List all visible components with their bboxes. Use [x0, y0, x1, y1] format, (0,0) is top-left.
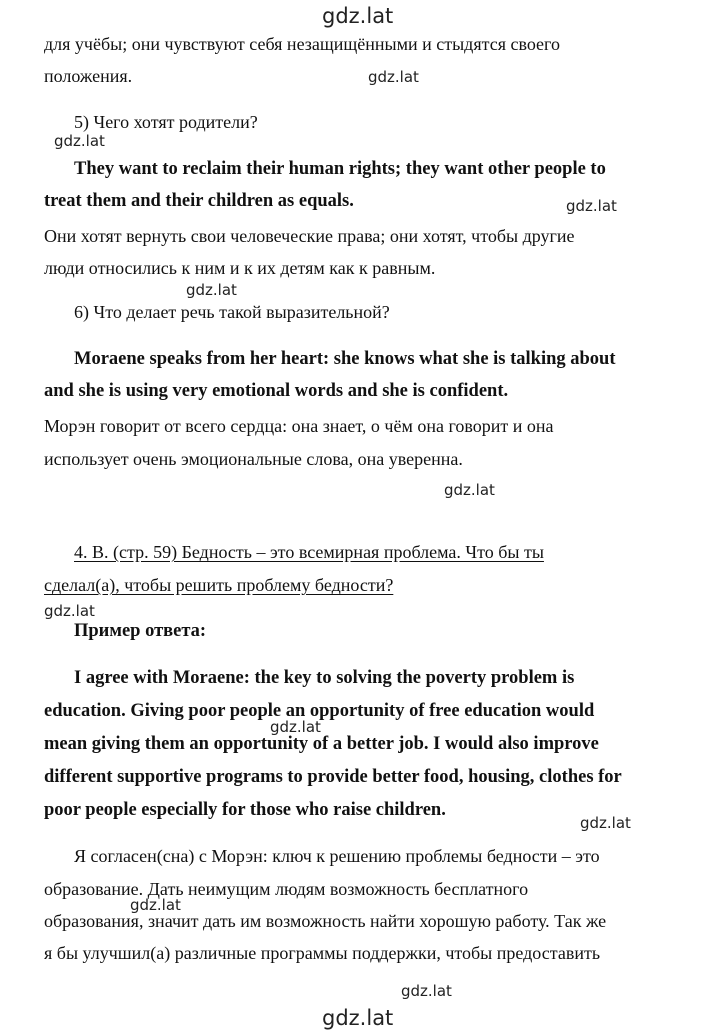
- watermark: gdz.lat: [566, 197, 617, 215]
- answer-5-line: treat them and their children as equals.: [44, 191, 354, 211]
- translation-6-line: Морэн говорит от всего сердца: она знает, о чём она говорит и она: [44, 416, 554, 436]
- question-5: 5) Чего хотят родители?: [74, 112, 258, 132]
- paragraph-line: для учёбы; они чувствуют себя незащищёнными и стыдятся своего: [44, 34, 560, 54]
- example-answer-line: poor people especially for those who raise children.: [44, 800, 446, 820]
- watermark-bottom: gdz.lat: [322, 1006, 394, 1030]
- watermark: gdz.lat: [186, 281, 237, 299]
- watermark: gdz.lat: [44, 602, 95, 620]
- example-translation-line: я бы улучшил(а) различные программы поддержки, чтобы предоставить: [44, 943, 601, 963]
- watermark-top: gdz.lat: [322, 4, 394, 28]
- example-answer-line: different supportive programs to provide better food, housing, clothes for: [44, 767, 622, 787]
- watermark: gdz.lat: [54, 132, 105, 150]
- translation-5-line: Они хотят вернуть свои человеческие права; они хотят, чтобы другие: [44, 226, 575, 246]
- translation-5-line: люди относились к ним и к их детям как к равным.: [44, 258, 436, 278]
- translation-6-line: использует очень эмоциональные слова, она уверенна.: [44, 449, 463, 469]
- example-translation-line: образование. Дать неимущим людям возможность бесплатного: [44, 879, 529, 899]
- watermark: gdz.lat: [368, 68, 419, 86]
- example-label: Пример ответа:: [74, 621, 207, 641]
- watermark: gdz.lat: [444, 481, 495, 499]
- example-translation-line: Я согласен(сна) с Морэн: ключ к решению проблемы бедности – это: [74, 846, 600, 866]
- task-heading-line: 4. B. (стр. 59) Бедность – это всемирная проблема. Что бы ты: [74, 542, 544, 562]
- answer-6-line: and she is using very emotional words and she is confident.: [44, 381, 509, 401]
- watermark: gdz.lat: [130, 896, 181, 914]
- watermark: gdz.lat: [401, 982, 452, 1000]
- example-answer-line: mean giving them an opportunity of a better job. I would also improve: [44, 734, 599, 754]
- answer-6-line: Moraene speaks from her heart: she knows what she is talking about: [74, 349, 616, 369]
- example-answer-line: I agree with Moraene: the key to solving the poverty problem is: [74, 668, 575, 688]
- example-translation-line: образования, значит дать им возможность найти хорошую работу. Так же: [44, 911, 607, 931]
- watermark: gdz.lat: [270, 718, 321, 736]
- paragraph-line: положения.: [44, 66, 133, 86]
- task-heading-line: сделал(а), чтобы решить проблему бедности?: [44, 575, 394, 595]
- answer-5-line: They want to reclaim their human rights; they want other people to: [74, 159, 606, 179]
- watermark: gdz.lat: [580, 814, 631, 832]
- example-answer-line: education. Giving poor people an opportunity of free education would: [44, 701, 595, 721]
- question-6: 6) Что делает речь такой выразительной?: [74, 302, 390, 322]
